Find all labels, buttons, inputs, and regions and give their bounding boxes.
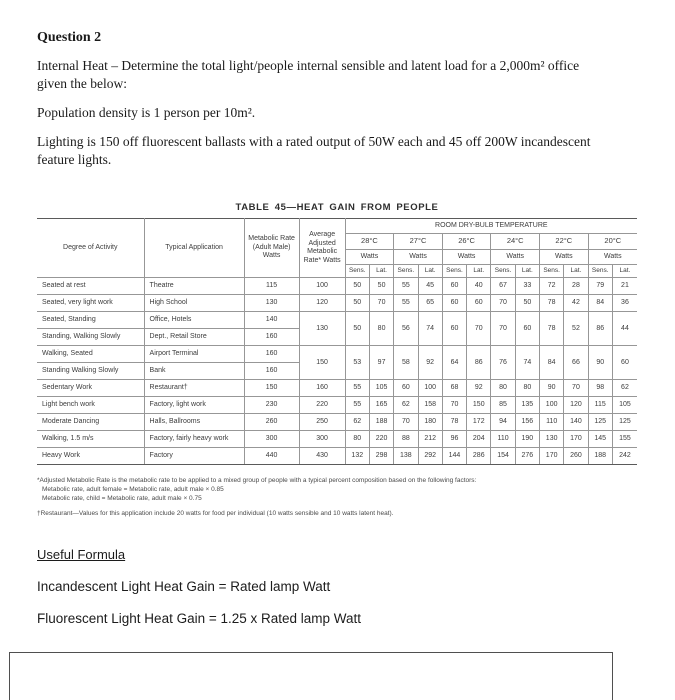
sensible-value-cell: 60	[442, 295, 466, 312]
activity-cell: Standing, Walking Slowly	[37, 329, 144, 346]
adjusted-rate-cell: 220	[299, 397, 345, 414]
sensible-value-cell: 68	[442, 380, 466, 397]
sensible-value-cell: 96	[442, 431, 466, 448]
header-adjusted-rate: Average Adjusted Metabolic Rate* Watts	[299, 219, 345, 278]
table-header	[37, 219, 637, 278]
latent-value-cell: 165	[369, 397, 393, 414]
lat-label: Lat.	[515, 265, 539, 278]
sensible-value-cell: 84	[588, 295, 612, 312]
latent-value-cell: 45	[418, 278, 442, 295]
sensible-value-cell: 55	[345, 397, 369, 414]
latent-value-cell: 44	[612, 312, 637, 346]
metabolic-rate-cell: 300	[244, 431, 299, 448]
latent-value-cell: 70	[564, 380, 588, 397]
adjusted-rate-cell: 100	[299, 278, 345, 295]
table-title: TABLE 45—HEAT GAIN FROM PEOPLE	[235, 202, 439, 213]
activity-cell: Seated, Standing	[37, 312, 144, 329]
footnote-restaurant: †Restaurant—Values for this application include 20 watts for food per individual (10 watts sensible and 10 watts latent heat).	[37, 510, 394, 517]
table-row	[37, 397, 637, 414]
sensible-value-cell: 188	[588, 448, 612, 465]
latent-value-cell: 292	[418, 448, 442, 465]
latent-value-cell: 80	[515, 380, 539, 397]
sensible-value-cell: 62	[394, 397, 418, 414]
latent-value-cell: 105	[612, 397, 637, 414]
latent-value-cell: 97	[369, 346, 393, 380]
latent-value-cell: 140	[564, 414, 588, 431]
latent-value-cell: 155	[612, 431, 637, 448]
sensible-value-cell: 84	[540, 346, 564, 380]
latent-value-cell: 60	[515, 312, 539, 346]
lighting-line-1: Lighting is 150 off fluorescent ballasts with a rated output of 50W each and 45 off 200W incandescent	[37, 134, 591, 149]
sensible-value-cell: 56	[394, 312, 418, 346]
sensible-value-cell: 110	[491, 431, 515, 448]
latent-value-cell: 120	[564, 397, 588, 414]
adjusted-rate-cell: 150	[299, 346, 345, 380]
heat-gain-table	[37, 218, 637, 465]
lat-label: Lat.	[467, 265, 491, 278]
answer-box	[9, 652, 613, 700]
lighting-paragraph	[37, 133, 640, 169]
latent-value-cell: 21	[612, 278, 637, 295]
question-title: Question 2	[37, 30, 102, 45]
latent-value-cell: 62	[612, 380, 637, 397]
footnote-adjusted-rate: *Adjusted Metabolic Rate is the metabolic rate to be applied to a mixed group of people with a typical percent composition based on the following factors:	[37, 477, 477, 484]
fluorescent-formula: Fluorescent Light Heat Gain = 1.25 x Rated lamp Watt	[37, 611, 362, 626]
latent-value-cell: 298	[369, 448, 393, 465]
temp-22c: 22°C	[540, 234, 589, 250]
sensible-value-cell: 78	[540, 295, 564, 312]
latent-value-cell: 80	[369, 312, 393, 346]
sensible-value-cell: 78	[540, 312, 564, 346]
sensible-value-cell: 62	[345, 414, 369, 431]
adjusted-rate-cell: 160	[299, 380, 345, 397]
sensible-value-cell: 115	[588, 397, 612, 414]
latent-value-cell: 28	[564, 278, 588, 295]
sensible-value-cell: 76	[491, 346, 515, 380]
latent-value-cell: 212	[418, 431, 442, 448]
sensible-value-cell: 55	[345, 380, 369, 397]
application-cell: Factory, fairly heavy work	[144, 431, 244, 448]
sensible-value-cell: 98	[588, 380, 612, 397]
sensible-value-cell: 50	[345, 295, 369, 312]
latent-value-cell: 92	[418, 346, 442, 380]
metabolic-rate-cell: 150	[244, 380, 299, 397]
activity-cell: Heavy Work	[37, 448, 144, 465]
latent-value-cell: 276	[515, 448, 539, 465]
sensible-value-cell: 79	[588, 278, 612, 295]
sensible-value-cell: 80	[345, 431, 369, 448]
sensible-value-cell: 64	[442, 346, 466, 380]
latent-value-cell: 286	[467, 448, 491, 465]
application-cell: Theatre	[144, 278, 244, 295]
lighting-line-2: feature lights.	[37, 152, 112, 167]
sensible-value-cell: 70	[491, 312, 515, 346]
sensible-value-cell: 86	[588, 312, 612, 346]
latent-value-cell: 170	[564, 431, 588, 448]
sensible-value-cell: 50	[345, 312, 369, 346]
lat-label: Lat.	[564, 265, 588, 278]
temp-28c: 28°C	[345, 234, 394, 250]
sensible-value-cell: 70	[491, 295, 515, 312]
metabolic-rate-cell: 140	[244, 312, 299, 329]
sensible-value-cell: 60	[394, 380, 418, 397]
latent-value-cell: 190	[515, 431, 539, 448]
sens-label: Sens.	[588, 265, 612, 278]
metabolic-rate-cell: 160	[244, 329, 299, 346]
metabolic-rate-cell: 440	[244, 448, 299, 465]
metabolic-rate-cell: 160	[244, 363, 299, 380]
temp-26c: 26°C	[442, 234, 491, 250]
sens-label: Sens.	[345, 265, 369, 278]
sensible-value-cell: 88	[394, 431, 418, 448]
metabolic-rate-cell: 115	[244, 278, 299, 295]
activity-cell: Seated, very light work	[37, 295, 144, 312]
sensible-value-cell: 110	[540, 414, 564, 431]
table-row	[37, 278, 637, 295]
latent-value-cell: 66	[564, 346, 588, 380]
latent-value-cell: 180	[418, 414, 442, 431]
header-room-dry-bulb-temperature: ROOM DRY-BULB TEMPERATURE	[345, 219, 637, 234]
table-footnotes	[37, 476, 637, 518]
latent-value-cell: 150	[467, 397, 491, 414]
metabolic-rate-cell: 260	[244, 414, 299, 431]
latent-value-cell: 105	[369, 380, 393, 397]
lat-label: Lat.	[369, 265, 393, 278]
table-row	[37, 431, 637, 448]
table-row	[37, 380, 637, 397]
sensible-value-cell: 145	[588, 431, 612, 448]
latent-value-cell: 40	[467, 278, 491, 295]
activity-cell: Light bench work	[37, 397, 144, 414]
watts-label: Watts	[394, 250, 443, 265]
metabolic-rate-cell: 130	[244, 295, 299, 312]
sens-label: Sens.	[491, 265, 515, 278]
table-row	[37, 312, 637, 329]
sensible-value-cell: 50	[345, 278, 369, 295]
latent-value-cell: 42	[564, 295, 588, 312]
table-row	[37, 295, 637, 312]
sensible-value-cell: 130	[540, 431, 564, 448]
latent-value-cell: 33	[515, 278, 539, 295]
lat-label: Lat.	[418, 265, 442, 278]
latent-value-cell: 65	[418, 295, 442, 312]
activity-cell: Moderate Dancing	[37, 414, 144, 431]
sensible-value-cell: 170	[540, 448, 564, 465]
sensible-value-cell: 58	[394, 346, 418, 380]
watts-label: Watts	[540, 250, 589, 265]
application-cell: Airport Terminal	[144, 346, 244, 363]
sensible-value-cell: 154	[491, 448, 515, 465]
metabolic-rate-cell: 160	[244, 346, 299, 363]
sensible-value-cell: 94	[491, 414, 515, 431]
latent-value-cell: 36	[612, 295, 637, 312]
latent-value-cell: 135	[515, 397, 539, 414]
latent-value-cell: 74	[515, 346, 539, 380]
header-typical-application: Typical Application	[144, 219, 244, 278]
sensible-value-cell: 60	[442, 312, 466, 346]
sensible-value-cell: 132	[345, 448, 369, 465]
metabolic-rate-cell: 230	[244, 397, 299, 414]
footnote-child-factor: Metabolic rate, child = Metabolic rate, adult male × 0.75	[42, 495, 202, 502]
activity-cell: Walking, 1.5 m/s	[37, 431, 144, 448]
sensible-value-cell: 78	[442, 414, 466, 431]
activity-cell: Seated at rest	[37, 278, 144, 295]
application-cell: Restaurant†	[144, 380, 244, 397]
latent-value-cell: 158	[418, 397, 442, 414]
activity-cell: Walking, Seated	[37, 346, 144, 363]
sensible-value-cell: 144	[442, 448, 466, 465]
intro-paragraph	[37, 57, 640, 93]
sens-label: Sens.	[394, 265, 418, 278]
adjusted-rate-cell: 250	[299, 414, 345, 431]
latent-value-cell: 260	[564, 448, 588, 465]
sensible-value-cell: 90	[588, 346, 612, 380]
heat-gain-table-body	[37, 278, 637, 465]
heat-gain-table-scan	[37, 202, 637, 518]
latent-value-cell: 50	[515, 295, 539, 312]
latent-value-cell: 52	[564, 312, 588, 346]
sensible-value-cell: 55	[394, 278, 418, 295]
lat-label: Lat.	[612, 265, 637, 278]
sensible-value-cell: 85	[491, 397, 515, 414]
sensible-value-cell: 125	[588, 414, 612, 431]
header-metabolic-rate: Metabolic Rate (Adult Male) Watts	[244, 219, 299, 278]
latent-value-cell: 242	[612, 448, 637, 465]
latent-value-cell: 156	[515, 414, 539, 431]
sens-label: Sens.	[540, 265, 564, 278]
application-cell: Halls, Ballrooms	[144, 414, 244, 431]
sens-label: Sens.	[442, 265, 466, 278]
latent-value-cell: 86	[467, 346, 491, 380]
activity-cell: Standing Walking Slowly	[37, 363, 144, 380]
sensible-value-cell: 138	[394, 448, 418, 465]
header-degree-of-activity: Degree of Activity	[37, 219, 144, 278]
intro-line-1: Internal Heat – Determine the total light/people internal sensible and latent load for a 2,000m² office	[37, 58, 580, 73]
sensible-value-cell: 80	[491, 380, 515, 397]
sensible-value-cell: 70	[442, 397, 466, 414]
latent-value-cell: 50	[369, 278, 393, 295]
sensible-value-cell: 67	[491, 278, 515, 295]
watts-label: Watts	[345, 250, 394, 265]
sensible-value-cell: 53	[345, 346, 369, 380]
table-row	[37, 346, 637, 363]
latent-value-cell: 220	[369, 431, 393, 448]
watts-label: Watts	[491, 250, 540, 265]
latent-value-cell: 172	[467, 414, 491, 431]
table-row	[37, 414, 637, 431]
watts-label: Watts	[588, 250, 637, 265]
application-cell: Bank	[144, 363, 244, 380]
footnote-female-factor: Metabolic rate, adult female = Metabolic rate, adult male × 0.85	[42, 486, 224, 493]
latent-value-cell: 74	[418, 312, 442, 346]
temp-27c: 27°C	[394, 234, 443, 250]
adjusted-rate-cell: 430	[299, 448, 345, 465]
watts-label: Watts	[442, 250, 491, 265]
latent-value-cell: 100	[418, 380, 442, 397]
useful-formula-heading: Useful Formula	[37, 547, 126, 562]
application-cell: Office, Hotels	[144, 312, 244, 329]
formulas-section	[37, 547, 640, 626]
latent-value-cell: 70	[369, 295, 393, 312]
adjusted-rate-cell: 300	[299, 431, 345, 448]
latent-value-cell: 60	[467, 295, 491, 312]
sensible-value-cell: 72	[540, 278, 564, 295]
latent-value-cell: 125	[612, 414, 637, 431]
temp-20c: 20°C	[588, 234, 637, 250]
temp-24c: 24°C	[491, 234, 540, 250]
activity-cell: Sedentary Work	[37, 380, 144, 397]
sensible-value-cell: 55	[394, 295, 418, 312]
latent-value-cell: 60	[612, 346, 637, 380]
sensible-value-cell: 70	[394, 414, 418, 431]
table-row	[37, 448, 637, 465]
latent-value-cell: 70	[467, 312, 491, 346]
application-cell: Factory, light work	[144, 397, 244, 414]
adjusted-rate-cell: 130	[299, 312, 345, 346]
application-cell: High School	[144, 295, 244, 312]
sensible-value-cell: 60	[442, 278, 466, 295]
application-cell: Factory	[144, 448, 244, 465]
population-paragraph: Population density is 1 person per 10m².	[37, 105, 256, 120]
sensible-value-cell: 90	[540, 380, 564, 397]
intro-line-2: given the below:	[37, 76, 127, 91]
adjusted-rate-cell: 120	[299, 295, 345, 312]
incandescent-formula: Incandescent Light Heat Gain = Rated lamp Watt	[37, 579, 331, 594]
sensible-value-cell: 100	[540, 397, 564, 414]
latent-value-cell: 188	[369, 414, 393, 431]
application-cell: Dept., Retail Store	[144, 329, 244, 346]
latent-value-cell: 204	[467, 431, 491, 448]
latent-value-cell: 92	[467, 380, 491, 397]
